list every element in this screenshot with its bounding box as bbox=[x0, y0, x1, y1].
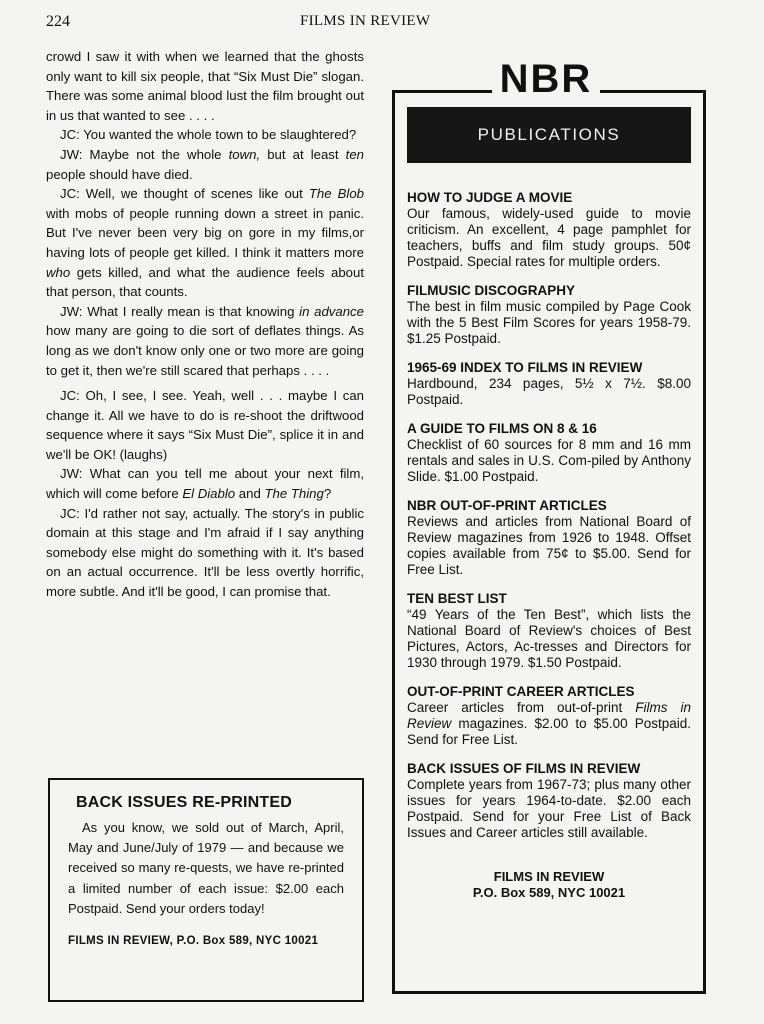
page-header bbox=[0, 11, 764, 37]
back-issues-address: FILMS IN REVIEW, P.O. Box 589, NYC 10021 bbox=[68, 935, 319, 948]
page-number: 224 bbox=[46, 13, 70, 30]
article-column bbox=[46, 47, 364, 602]
article-paragraph: JW: What I really mean is that knowing in advance how many are going to die sort of deflates things. As long as we don't know only one or two more are going to get it, then we're still scared that perhaps . . . . bbox=[46, 303, 364, 378]
article-paragraph: JW: What can you tell me about your next film, which will come before El Diablo and The Thing? bbox=[46, 466, 364, 502]
publication-description: Reviews and articles from National Board of Review magazines from 1926 to 1948. Offset copies available from 75¢ to $5.00. Send for Free List. bbox=[407, 514, 691, 577]
publication-title: NBR OUT-OF-PRINT ARTICLES bbox=[407, 498, 607, 513]
back-issues-title: BACK ISSUES RE-PRINTED bbox=[76, 794, 292, 811]
back-issues-box bbox=[48, 778, 364, 1002]
publication-item bbox=[407, 282, 691, 347]
publication-item bbox=[407, 359, 691, 408]
publication-title: TEN BEST LIST bbox=[407, 591, 507, 606]
publication-description: Hardbound, 234 pages, 5½ x 7½. $8.00 Postpaid. bbox=[407, 376, 691, 407]
publication-title: 1965-69 INDEX TO FILMS IN REVIEW bbox=[407, 360, 643, 375]
publication-item bbox=[407, 683, 691, 748]
running-head: FILMS IN REVIEW bbox=[300, 13, 431, 29]
publication-title: OUT-OF-PRINT CAREER ARTICLES bbox=[407, 684, 635, 699]
publication-item bbox=[407, 497, 691, 578]
publication-description: Checklist of 60 sources for 8 mm and 16 mm rentals and sales in U.S. Com-piled by Anthony Slide. $1.00 Postpaid. bbox=[407, 437, 691, 484]
publication-item bbox=[407, 590, 691, 671]
publication-title: BACK ISSUES OF FILMS IN REVIEW bbox=[407, 761, 641, 776]
article-paragraph: crowd I saw it with when we learned that the ghosts only want to kill six people, that “Six Must Die” slogan. There was some animal blood lust the film brought out in us that wanted to see . . . . bbox=[46, 49, 364, 123]
publication-title: A GUIDE TO FILMS ON 8 & 16 bbox=[407, 421, 597, 436]
article-paragraph: JC: Well, we thought of scenes like out The Blob with mobs of people running down a street in panic. But I've never been very big on gore in my films,or having lots of people get killed. I think it matters more who gets killed, and what the audience feels about that person, that counts. bbox=[46, 186, 364, 300]
publication-description: “49 Years of the Ten Best”, which lists the National Board of Review's choices of Best Pictures, Actors, Ac-tresses and Directors for 1930 through 1979. $1.50 Postpaid. bbox=[407, 607, 691, 670]
article-paragraph: JW: Maybe not the whole town, but at least ten people should have died. bbox=[46, 146, 364, 182]
nbr-footer-address: FILMS IN REVIEW P.O. Box 589, NYC 10021 bbox=[472, 869, 626, 900]
publication-description: Career articles from out-of-print Films in Review magazines. $2.00 to $5.00 Postpaid. Send for Free List. bbox=[407, 700, 692, 747]
publication-title: HOW TO JUDGE A MOVIE bbox=[407, 190, 573, 205]
publication-description: Our famous, widely-used guide to movie criticism. An excellent, 4 page pamphlet for teachers, buffs and film study groups. 50¢ Postpaid. Special rates for multiple orders. bbox=[407, 206, 691, 269]
nbr-logo: NBR bbox=[499, 57, 593, 101]
nbr-publications-box bbox=[392, 90, 706, 994]
publication-item bbox=[407, 760, 691, 841]
publication-item bbox=[407, 420, 691, 485]
publications-banner: PUBLICATIONS bbox=[407, 107, 691, 163]
publication-item bbox=[407, 189, 691, 270]
publication-description: Complete years from 1967-73; plus many other issues for years 1964-to-date. $2.00 each Postpaid. Send for your Free List of Back Issues and Career articles still available. bbox=[407, 777, 691, 840]
back-issues-body: As you know, we sold out of March, April, May and June/July of 1979 — and because we received so many re-quests, we have re-printed a limited number of each issue: $2.00 each Postpaid. Send your orders today! bbox=[68, 820, 344, 916]
publication-description: The best in film music compiled by Page Cook with the 5 Best Film Scores for years 1958-79. $1.25 Postpaid. bbox=[407, 299, 691, 346]
article-paragraph: JC: You wanted the whole town to be slaughtered? bbox=[60, 127, 357, 143]
publication-title: FILMUSIC DISCOGRAPHY bbox=[407, 283, 576, 298]
article-paragraph: JC: Oh, I see, I see. Yeah, well . . . maybe I can change it. All we have to do is re-shoot the driftwood sequence where it says “Six Must Die”, splice it in and we'll be OK! (laughs) bbox=[46, 388, 364, 462]
article-paragraph: JC: I'd rather not say, actually. The story's in public domain at this stage and I'm afraid if I say anything somebody else might do something with it. It's based on an actual occurrence. It'll be less overtly horrific, more subtle. And it'll be good, I can promise that. bbox=[46, 505, 364, 600]
